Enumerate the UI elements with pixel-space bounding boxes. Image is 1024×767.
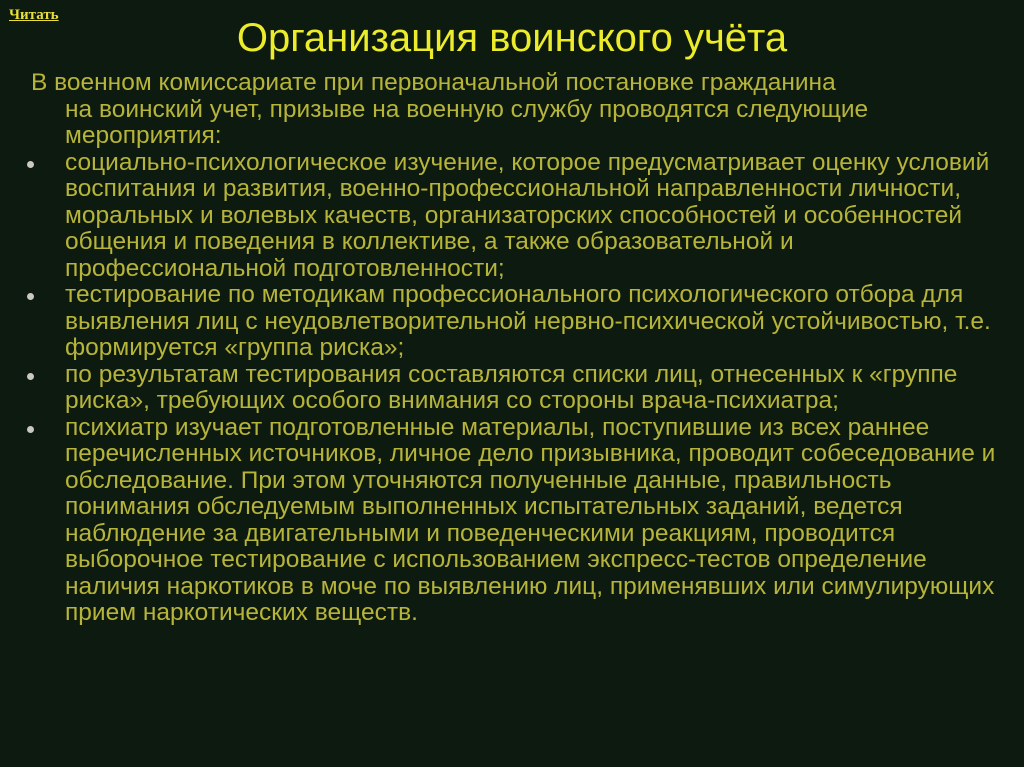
list-item-text: по результатам тестирования составляются списки лиц, отнесенных к «группе риска», требующих особого внимания со стороны врача-психиатра; xyxy=(65,360,958,414)
list-item xyxy=(0,282,1024,362)
intro-first-line: В военном комиссариате при первоначальной постановке гражданина xyxy=(31,69,836,96)
read-link[interactable]: Читать xyxy=(9,7,59,23)
intro-rest: на воинский учет, призыве на военную службу проводятся следующие мероприятия: xyxy=(65,95,869,149)
slide-body xyxy=(0,70,1024,627)
list-item xyxy=(0,415,1024,627)
bullet-icon xyxy=(27,293,34,300)
bullet-icon xyxy=(27,426,34,433)
intro-paragraph xyxy=(0,70,1024,150)
bullet-icon xyxy=(27,161,34,168)
list-item xyxy=(0,362,1024,415)
list-item xyxy=(0,150,1024,283)
list-item-text: социально-психологическое изучение, которое предусматривает оценку условий воспитания и развития, военно-профессиональной направленности личности, моральных и волевых качеств, организаторских способностей и особенностей общения и поведения в коллективе, а также образовательной и профессиональной подготовленности; xyxy=(65,148,990,282)
bullet-icon xyxy=(27,373,34,380)
list-item-text: психиатр изучает подготовленные материалы, поступившие из всех раннее перечисленных источников, личное дело призывника, проводит собеседование и обследование. При этом уточняются полученные данные, правильность понимания обследуемым выполненных испытательных заданий, ведется наблюдение за двигательными и поведенческими реакциям, проводится выборочное тестирование с использованием экспресс-тестов определение наличия наркотиков в моче по выявлению лиц, применявших или симулирующих прием наркотических веществ. xyxy=(65,413,996,626)
list-item-text: тестирование по методикам профессионального психологического отбора для выявления лиц с неудовлетворительной нервно-психической устойчивостью, т.е. формируется «группа риска»; xyxy=(65,281,991,361)
slide-title: Организация воинского учёта xyxy=(236,16,788,60)
bullet-list xyxy=(0,150,1024,627)
